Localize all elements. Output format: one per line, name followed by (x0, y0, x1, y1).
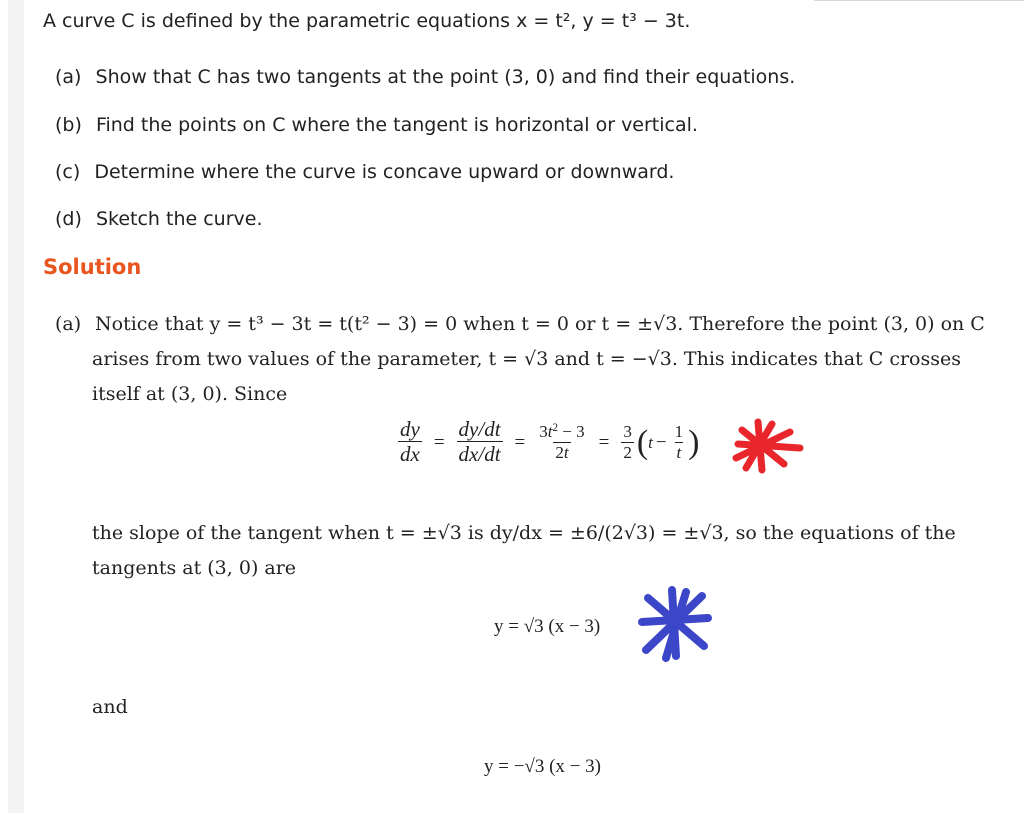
problem-part-c (55, 161, 674, 183)
red-asterisk-mark (728, 418, 804, 474)
problem-intro: A curve C is defined by the parametric equations x = t², y = t³ − 3t. (43, 10, 691, 32)
solution-line-2: arises from two values of the parameter, t = √3 and t = −√3. This indicates that C crosses (92, 348, 961, 370)
part-label: (d) (55, 208, 82, 230)
problem-part-b (55, 114, 698, 136)
part-text: Find the points on C where the tangent is horizontal or vertical. (95, 114, 698, 136)
slope-line-2: tangents at (3, 0) are (92, 557, 297, 579)
solution-line-3: itself at (3, 0). Since (92, 383, 288, 405)
tangent-equation-1: y = √3 (x − 3) (494, 616, 601, 637)
top-divider (814, 0, 1024, 1)
solution-line-1: Notice that y = t³ − 3t = t(t² − 3) = 0 when t = 0 or t = ±√3. Therefore the point (3, 0) on C (95, 313, 985, 335)
derivative-equation: $\frac{dy}{dx}$ = $\frac{dy/dt}{dx/dt}$ = $\frac{3t^2 - 3}{2t}$ = $\frac{3}{2}$ ( t − $\frac{1}{t}$ ) (400, 417, 700, 467)
part-text: Sketch the curve. (95, 208, 263, 230)
blue-asterisk-mark (632, 584, 716, 664)
problem-part-a (55, 66, 795, 88)
slope-line-1: the slope of the tangent when t = ±√3 is dy/dx = ±6/(2√3) = ±√3, so the equations of the (92, 522, 956, 544)
part-label: (b) (55, 114, 82, 136)
problem-part-d (55, 208, 262, 230)
part-text: Show that C has two tangents at the point (3, 0) and find their equations. (95, 66, 796, 88)
connector-text: and (92, 696, 128, 718)
tangent-equation-2: y = −√3 (x − 3) (484, 756, 601, 777)
part-label: (c) (55, 161, 81, 183)
part-text: Determine where the curve is concave upward or downward. (94, 161, 675, 183)
solution-part-label: (a) (55, 313, 82, 335)
part-label: (a) (55, 66, 82, 88)
page-left-margin (8, 0, 24, 813)
solution-heading: Solution (43, 255, 142, 279)
